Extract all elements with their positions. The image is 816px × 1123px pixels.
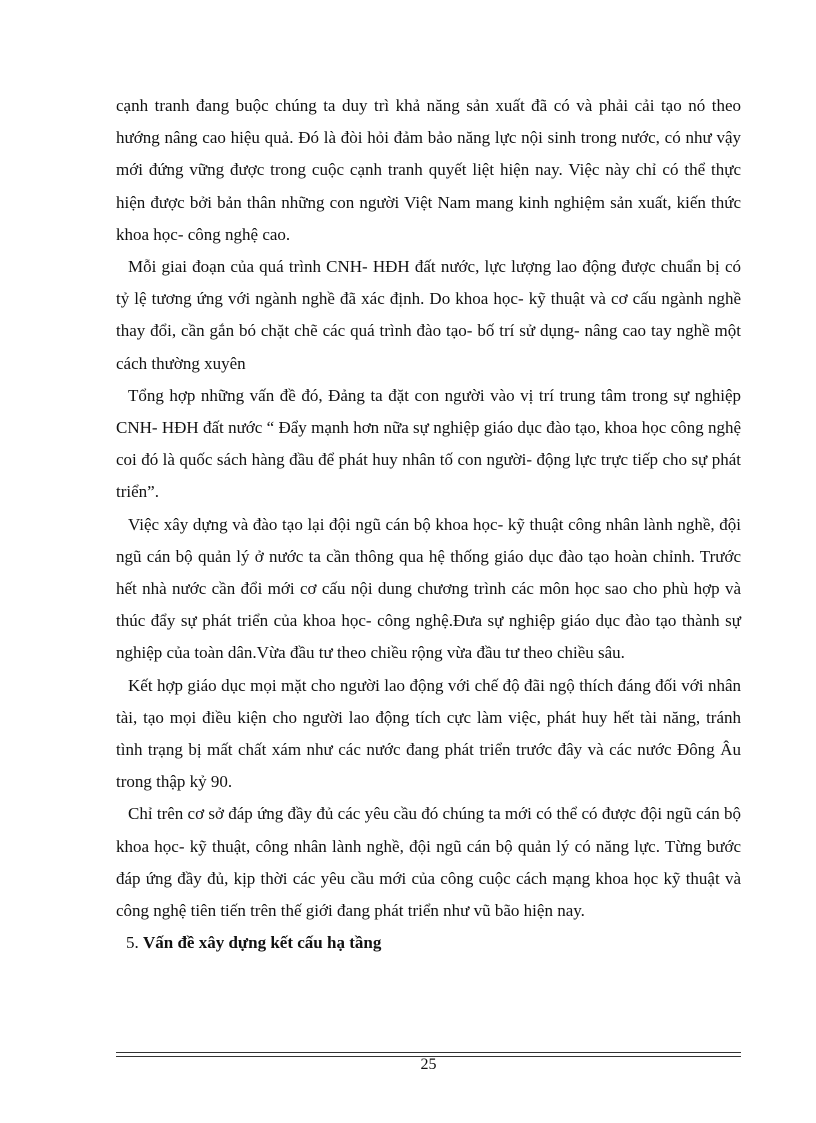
- section-heading: [116, 927, 741, 959]
- paragraph-3: Tổng hợp những vấn đề đó, Đảng ta đặt con người vào vị trí trung tâm trong sự nghiệp CNH- HĐH đất nước “ Đẩy mạnh hơn nữa sự nghiệp giáo dục đào tạo, khoa học công nghệ coi đó là quốc sách hàng đầu để phát huy nhân tố con người- động lực trực tiếp cho sự phát triển”.: [116, 385, 741, 502]
- paragraph-2: Mỗi giai đoạn của quá trình CNH- HĐH đất nước, lực lượng lao động được chuẩn bị có tỷ lệ tương ứng với ngành nghề đã xác định. Do khoa học- kỹ thuật và cơ cấu ngành nghề thay đổi, cần gắn bó chặt chẽ các quá trình đào tạo- bố trí sử dụng- nâng cao tay nghề một cách thường xuyên: [116, 257, 741, 373]
- paragraph-1: cạnh tranh đang buộc chúng ta duy trì khả năng sản xuất đã có và phải cải tạo nó theo hướng nâng cao hiệu quả. Đó là đòi hỏi đảm bảo năng lực nội sinh trong nước, có như vậy mới đứng vững được trong cuộc cạnh tranh quyết liệt hiện nay. Việc này chỉ có thể thực hiện được bởi bản thân những con người Việt Nam mang kinh nghiệm sản xuất, kiến thức khoa học- công nghệ cao.: [116, 96, 741, 244]
- paragraph-6: Chỉ trên cơ sở đáp ứng đầy đủ các yêu cầu đó chúng ta mới có thể có được đội ngũ cán bộ khoa học- kỹ thuật, công nhân lành nghề, đội ngũ cán bộ quản lý có năng lực. Từng bước đáp ứng đầy đủ, kịp thời các yêu cầu mới của công cuộc cách mạng khoa học kỹ thuật và công nghệ tiên tiến trên thế giới đang phát triển như vũ bão hiện nay.: [116, 804, 741, 921]
- paragraph-4: Việc xây dựng và đào tạo lại đội ngũ cán bộ khoa học- kỹ thuật công nhân lành nghề, đội ngũ cán bộ quản lý ở nước ta cần thông qua hệ thống giáo dục đào tạo hoàn chỉnh. Trước hết nhà nước cần đổi mới cơ cấu nội dung chương trình các môn học sao cho phù hợp và thúc đẩy sự phát triển của khoa học- công nghệ.Đưa sự nghiệp giáo dục đào tạo thành sự nghiệp của toàn dân.Vừa đầu tư theo chiều rộng vừa đầu tư theo chiều sâu.: [116, 514, 741, 663]
- section-title: Vấn đề xây dựng kết cấu hạ tầng: [143, 933, 382, 953]
- page-number: 25: [420, 1056, 437, 1073]
- page-body: [116, 90, 741, 959]
- section-number: 5.: [126, 933, 139, 953]
- paragraph-5: Kết hợp giáo dục mọi mặt cho người lao động với chế độ đãi ngộ thích đáng đối với nhân tài, tạo mọi điều kiện cho người lao động tích cực làm việc, phát huy hết tài năng, tránh tình trạng bị mất chất xám như các nước đang phát triển trước đây và các nước Đông Âu trong thập kỷ 90.: [116, 675, 741, 792]
